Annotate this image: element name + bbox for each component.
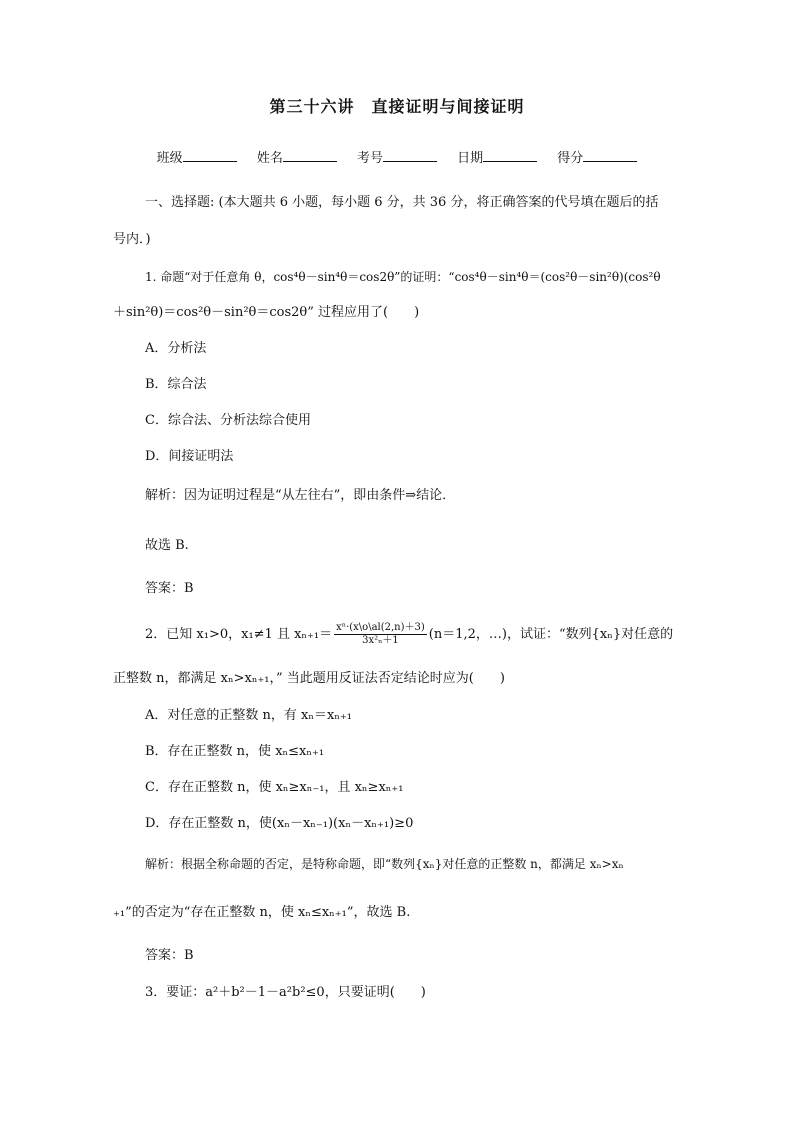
info-label: 班级 (156, 151, 183, 166)
blank-line (583, 149, 637, 162)
blank-line (383, 149, 437, 162)
q2-analysis: 解析：根据全称命题的否定，是特称命题，即“数列{xₙ}对任意的正整数 n，都满足 xₙ>xₙ (145, 857, 624, 871)
info-label: 考号 (356, 151, 383, 166)
q2-option-d: D．存在正整数 n，使(xₙ－xₙ₋₁)(xₙ－xₙ₊₁)≥0 (145, 816, 414, 831)
q2-fraction-numerator: xⁿ·(x\o\al(2,n)＋3) (336, 622, 425, 633)
info-field-exam-no (357, 149, 437, 168)
q1-option-d: D．间接证明法 (145, 449, 234, 464)
q1-analysis: 解析：因为证明过程是“从左往右”，即由条件⇒结论． (145, 488, 456, 503)
q1-answer: 答案：B (145, 581, 194, 596)
section-heading-cont: 号内．) (113, 232, 151, 247)
q2-fraction (334, 622, 427, 647)
student-info-row (0, 149, 794, 168)
info-label: 得分 (557, 151, 584, 166)
q1-choose: 故选 B. (145, 538, 189, 553)
info-label: 日期 (457, 151, 484, 166)
blank-line (483, 149, 537, 162)
q1-option-a: A．分析法 (145, 341, 207, 356)
info-label: 姓名 (256, 151, 283, 166)
q1-option-b: B．综合法 (145, 377, 207, 392)
info-field-name (257, 149, 337, 168)
q1-stem-cont: ＋sin²θ)＝cos²θ－sin²θ＝cos2θ” 过程应用了( ) (113, 305, 420, 320)
q2-option-a: A．对任意的正整数 n，有 xₙ＝xₙ₊₁ (145, 708, 353, 723)
q2-fraction-denominator: 3x²ₙ＋1 (362, 635, 399, 646)
q2-answer: 答案：B (145, 948, 194, 963)
q2-option-b: B．存在正整数 n，使 xₙ≤xₙ₊₁ (145, 744, 325, 759)
q2-analysis-cont: ₊₁”的否定为“存在正整数 n，使 xₙ≤xₙ₊₁”，故选 B. (113, 905, 411, 920)
info-field-date (457, 149, 537, 168)
q1-option-c: C．综合法、分析法综合使用 (145, 413, 311, 428)
page-title: 第三十六讲 直接证明与间接证明 (269, 97, 525, 116)
section-heading: 一、选择题: (本大题共 6 小题，每小题 6 分，共 36 分，将正确答案的代号填在题后的括 (145, 195, 659, 210)
info-field-class (157, 149, 237, 168)
q2-stem-prefix: 2．已知 x₁>0，x₁≠1 且 xₙ₊₁＝ (145, 627, 333, 642)
info-field-score (557, 149, 637, 168)
q2-stem-cont: 正整数 n，都满足 xₙ>xₙ₊₁，” 当此题用反证法否定结论时应为( ) (113, 671, 505, 686)
blank-line (183, 149, 237, 162)
q2-option-c: C．存在正整数 n，使 xₙ≥xₙ₋₁，且 xₙ≥xₙ₊₁ (145, 780, 404, 795)
q3-stem: 3．要证：a²＋b²－1－a²b²≤0，只要证明( ) (145, 985, 426, 1000)
q2-stem-suffix: (n＝1,2，…)，试证：“数列{xₙ}对任意的 (428, 627, 674, 642)
q2-stem (145, 620, 673, 650)
q1-stem: 1. 命题“对于任意角 θ，cos⁴θ－sin⁴θ＝cos2θ”的证明：“cos⁴θ－sin⁴θ＝(cos²θ－sin²θ)(cos²θ (145, 270, 661, 284)
blank-line (283, 149, 337, 162)
